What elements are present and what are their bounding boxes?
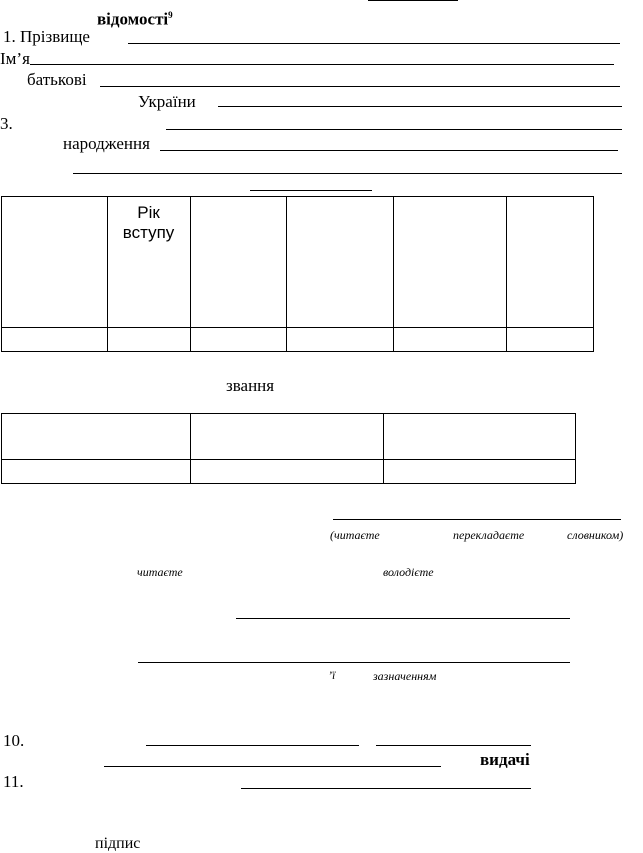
table-cell[interactable] [191,460,383,484]
table-cell[interactable] [507,328,594,352]
table-cell[interactable] [287,328,394,352]
page-title-text: відомості [97,9,169,29]
section11-label: 11. [3,772,24,791]
section10-line-1[interactable] [146,745,359,746]
table-cell[interactable] [191,414,383,460]
indicated-label: зазначенням [373,669,437,683]
table-cell[interactable] [107,328,190,352]
name-line[interactable] [30,64,614,65]
table-cell[interactable] [507,197,594,328]
table-cell[interactable] [287,197,394,328]
table-row [2,414,576,460]
table-cell[interactable] [393,328,507,352]
rank-table [1,413,576,484]
field3-line[interactable] [166,129,622,130]
surname-line[interactable] [128,43,620,44]
patronymic-label: батькові [27,70,87,89]
section10-line-3[interactable] [104,766,441,767]
table-cell[interactable] [190,197,287,328]
language-option-read: (читаєте [330,528,380,542]
table-cell[interactable] [393,197,507,328]
page-title [97,5,173,30]
table-row [2,197,594,328]
year-header: Рік вступу [122,203,175,242]
patronymic-line[interactable] [100,86,620,87]
issue-label: видачі [480,750,530,769]
name-label: Ім’я [0,49,30,68]
table-row [2,328,594,352]
table-cell[interactable] [383,460,575,484]
field3-label: 3. [0,114,13,133]
field-line-b[interactable] [138,662,570,663]
section10-label: 10. [3,731,25,750]
address-line[interactable] [73,173,622,174]
table-cell[interactable] [2,328,108,352]
education-section-rule [250,190,372,191]
section11-line[interactable] [241,788,531,789]
table-cell[interactable] [2,197,108,328]
table-cell[interactable] [190,328,287,352]
birth-line[interactable] [160,150,618,151]
surname-label: 1. Прізвище [3,27,90,46]
language-option-dictionary: словником) [567,528,624,542]
table-cell[interactable] [107,197,190,328]
language-line[interactable] [333,519,621,520]
ukraine-label: України [138,92,196,111]
table-cell[interactable] [2,414,191,460]
section10-line-2[interactable] [376,745,531,746]
table-cell[interactable] [383,414,575,460]
table-cell[interactable] [2,460,191,484]
birth-label: народження [63,134,150,153]
rank-label: звання [226,376,275,395]
field-line-a[interactable] [236,618,570,619]
education-table [1,196,594,352]
possess-label: володієте [383,565,434,579]
top-rule [368,0,458,1]
reading-label: читаєте [137,565,183,579]
table-row [2,460,576,484]
signature-label: підпис [95,835,141,852]
apostrophe-mark: ’ї [328,668,336,682]
footnote-marker: 9 [168,10,173,20]
citizenship-line[interactable] [218,106,622,107]
language-option-translate: перекладаєте [453,528,525,542]
